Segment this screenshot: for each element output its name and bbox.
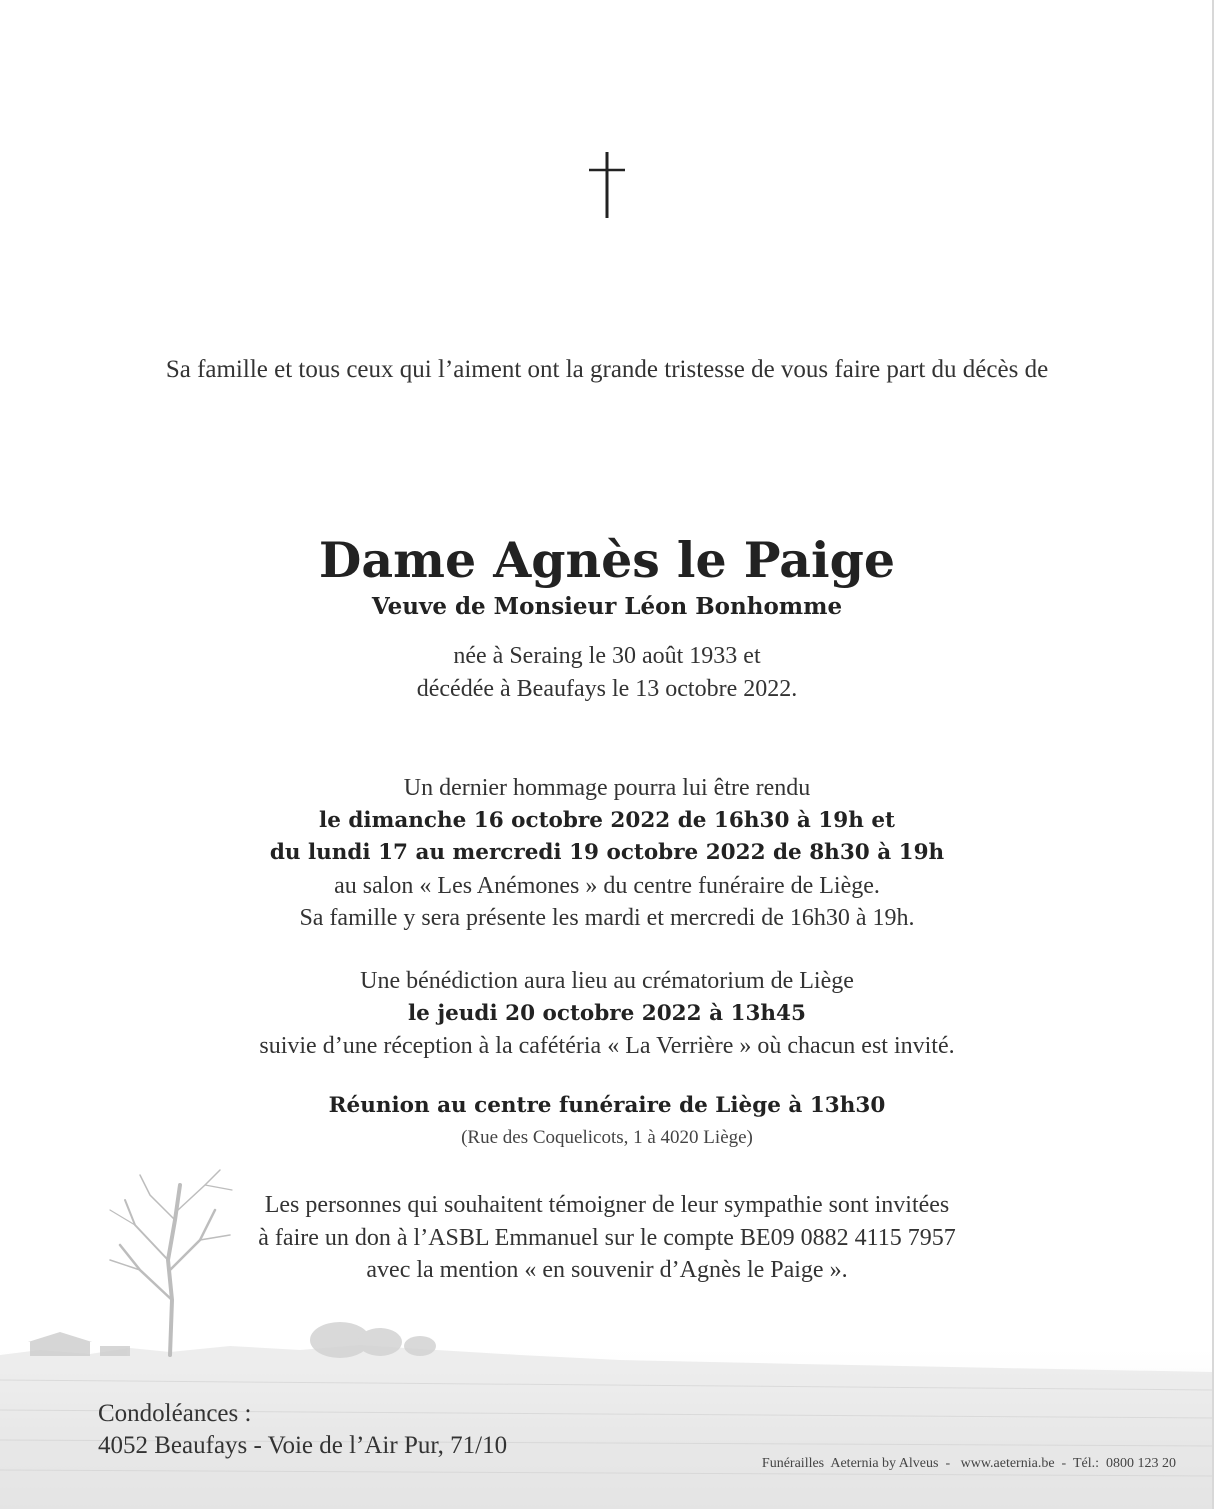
tribute-line-3: du lundi 17 au mercredi 19 octobre 2022 de 8h30 à 19h bbox=[269, 840, 945, 865]
tribute-line-4: au salon « Les Anémones » du centre funéraire de Liège. bbox=[334, 872, 880, 899]
blessing-block bbox=[0, 965, 1214, 1063]
tribute-line-5: Sa famille y sera présente les mardi et mercredi de 16h30 à 19h. bbox=[299, 905, 915, 931]
death-line: décédée à Beaufays le 13 octobre 2022. bbox=[416, 675, 798, 702]
meeting-block bbox=[0, 1090, 1214, 1153]
birth-line: née à Seraing le 30 août 1933 et bbox=[453, 643, 761, 669]
condolences-address: 4052 Beaufays - Voie de l’Air Pur, 71/10 bbox=[98, 1432, 508, 1459]
funeral-home-footer: Funérailles Aeternia by Alveus - www.aeternia.be - Tél.: 0800 123 20 bbox=[761, 1456, 1176, 1471]
intro-text: Sa famille et tous ceux qui l’aiment ont la grande tristesse de vous faire part du décès de bbox=[165, 356, 1049, 383]
cross-icon bbox=[587, 150, 627, 220]
condolences-block bbox=[98, 1398, 507, 1462]
donation-line-3: avec la mention « en souvenir d’Agnès le Paige ». bbox=[366, 1257, 848, 1283]
donation-line-2: à faire un don à l’ASBL Emmanuel sur le compte BE09 0882 4115 7957 bbox=[258, 1224, 956, 1251]
birth-death-block bbox=[0, 640, 1214, 705]
blessing-line-1: Une bénédiction aura lieu au crématorium de Liège bbox=[360, 968, 854, 994]
tribute-block bbox=[0, 772, 1214, 935]
donation-line-1: Les personnes qui souhaitent témoigner de leur sympathie sont invitées bbox=[264, 1192, 950, 1218]
meeting-address: (Rue des Coquelicots, 1 à 4020 Liège) bbox=[461, 1126, 753, 1148]
condolences-label: Condoléances : bbox=[98, 1400, 252, 1427]
blessing-line-3: suivie d’une réception à la cafétéria « La Verrière » où chacun est invité. bbox=[259, 1033, 955, 1059]
meeting-line-1: Réunion au centre funéraire de Liège à 13h30 bbox=[328, 1093, 886, 1118]
tribute-line-1: Un dernier hommage pourra lui être rendu bbox=[403, 775, 811, 801]
deceased-name: Dame Agnès le Paige bbox=[318, 531, 896, 589]
widow-of-subtitle: Veuve de Monsieur Léon Bonhomme bbox=[371, 593, 843, 620]
blessing-line-2: le jeudi 20 octobre 2022 à 13h45 bbox=[408, 1000, 806, 1026]
tribute-line-2: le dimanche 16 octobre 2022 de 16h30 à 19h et bbox=[319, 807, 895, 833]
donation-block bbox=[0, 1189, 1214, 1287]
